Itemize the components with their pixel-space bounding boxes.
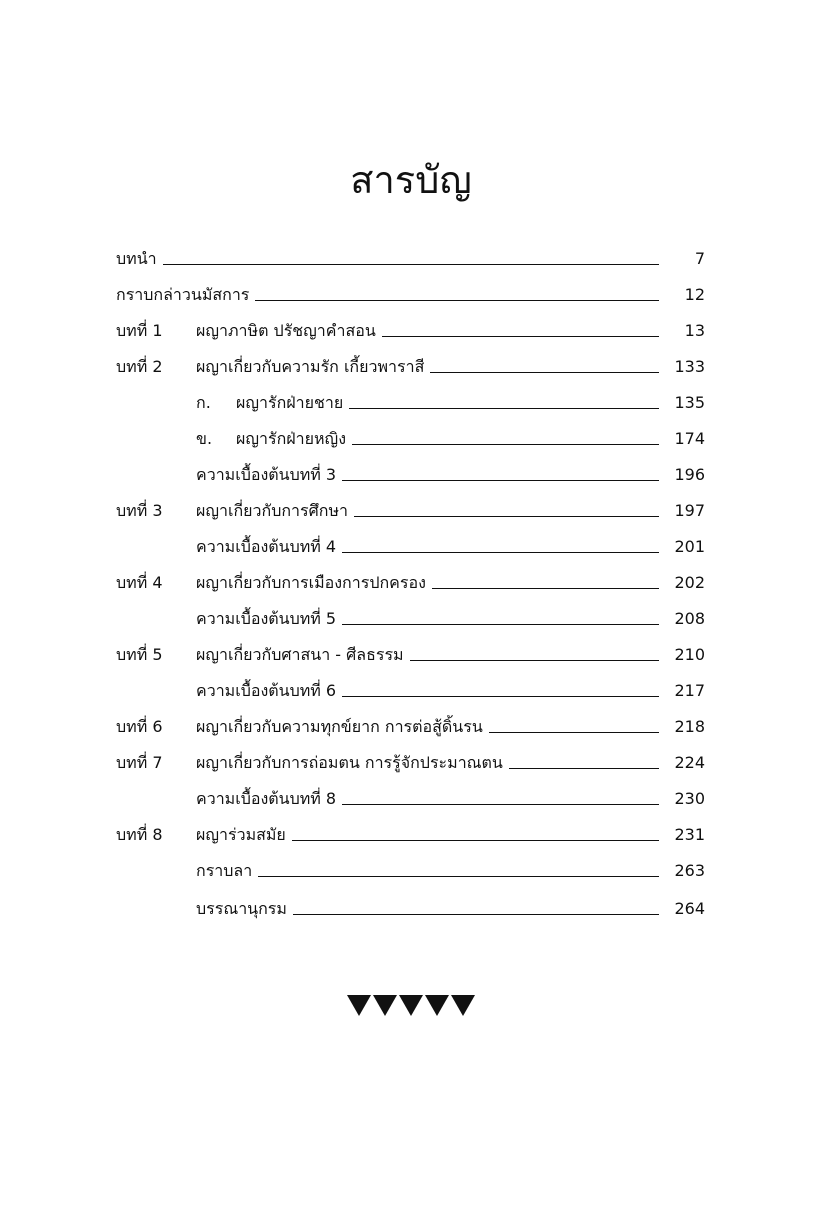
toc-entry [116, 352, 705, 378]
leader-line [342, 624, 659, 625]
chapter-label: บทที่ 3 [116, 501, 163, 520]
chapter-label: บทที่ 6 [116, 717, 163, 736]
page-number: 197 [674, 501, 705, 520]
leader-line [293, 914, 659, 915]
toc-entry [116, 496, 705, 522]
toc-entry [116, 676, 705, 702]
ornament [0, 995, 822, 1016]
leader-line [292, 840, 659, 841]
toc-entry [116, 460, 705, 486]
down-triangle-icon [425, 995, 449, 1016]
page-title: สารบัญ [350, 158, 472, 202]
entry-title: กราบกล่าวนมัสการ [116, 285, 250, 304]
toc-entry [116, 856, 705, 882]
chapter-label: บทที่ 1 [116, 321, 163, 340]
leader-line [509, 768, 659, 769]
page-number: 208 [674, 609, 705, 628]
entry-title: ผญาเกี่ยวกับความทุกข์ยาก การต่อสู้ดิ้นรน [196, 717, 483, 736]
leader-line [410, 660, 659, 661]
page-number: 12 [684, 285, 705, 304]
toc-entry [116, 244, 705, 270]
leader-line [430, 372, 659, 373]
page-number: 196 [674, 465, 705, 484]
page-number: 264 [674, 899, 705, 918]
page-number: 218 [674, 717, 705, 736]
leader-line [382, 336, 659, 337]
toc-entry [116, 604, 705, 630]
entry-title: ผญาเกี่ยวกับการศึกษา [196, 501, 348, 520]
entry-title: ผญาภาษิต ปรัชญาคำสอน [196, 321, 376, 340]
chapter-label: บทที่ 4 [116, 573, 163, 592]
toc-entry [116, 280, 705, 306]
entry-title: ผญาเกี่ยวกับศาสนา - ศีลธรรม [196, 645, 404, 664]
leader-line [354, 516, 659, 517]
page-number: 202 [674, 573, 705, 592]
leader-line [258, 876, 659, 877]
leader-line [489, 732, 659, 733]
down-triangle-icon [451, 995, 475, 1016]
toc-entry [116, 820, 705, 846]
entry-title: ความเบื้องต้นบทที่ 3 [196, 465, 337, 484]
page-number: 224 [674, 753, 705, 772]
entry-title: ความเบื้องต้นบทที่ 4 [196, 537, 337, 556]
entry-title: กราบลา [196, 861, 253, 880]
chapter-label: บทที่ 8 [116, 825, 163, 844]
entry-title: บทนำ [116, 249, 157, 268]
entry-title: ผญาเกี่ยวกับความรัก เกี้ยวพาราสี [196, 357, 425, 376]
leader-line [432, 588, 659, 589]
leader-line [349, 408, 659, 409]
leader-line [342, 696, 659, 697]
entry-title: ความเบื้องต้นบทที่ 6 [196, 681, 337, 700]
down-triangle-icon [373, 995, 397, 1016]
toc-entry [116, 640, 705, 666]
down-triangle-icon [347, 995, 371, 1016]
section-marker: ข. [196, 429, 213, 448]
entry-title: ผญาเกี่ยวกับการถ่อมตน การรู้จักประมาณตน [196, 753, 503, 772]
page-number: 133 [674, 357, 705, 376]
toc-entry [116, 784, 705, 810]
toc-entry [116, 316, 705, 342]
section-marker: ก. [196, 393, 211, 412]
page-number: 174 [674, 429, 705, 448]
leader-line [255, 300, 659, 301]
toc-entry [116, 388, 705, 414]
entry-title: ความเบื้องต้นบทที่ 8 [196, 789, 337, 808]
page-number: 231 [674, 825, 705, 844]
page-number: 263 [674, 861, 705, 880]
leader-line [352, 444, 659, 445]
page-number: 217 [674, 681, 705, 700]
entry-title: บรรณานุกรม [196, 899, 287, 918]
down-triangle-icon [399, 995, 423, 1016]
entry-title: ผญารักฝ่ายชาย [236, 393, 344, 412]
page-number: 201 [674, 537, 705, 556]
toc-entry [116, 712, 705, 738]
toc-entry [116, 424, 705, 450]
toc-entry [116, 532, 705, 558]
entry-title: ความเบื้องต้นบทที่ 5 [196, 609, 337, 628]
leader-line [342, 804, 659, 805]
page-number: 7 [694, 249, 705, 268]
entry-title: ผญาเกี่ยวกับการเมืองการปกครอง [196, 573, 426, 592]
page-number: 135 [674, 393, 705, 412]
page-number: 210 [674, 645, 705, 664]
chapter-label: บทที่ 5 [116, 645, 163, 664]
page-number: 230 [674, 789, 705, 808]
leader-line [163, 264, 659, 265]
toc-entry [116, 748, 705, 774]
entry-title: ผญาร่วมสมัย [196, 825, 286, 844]
toc-entry [116, 894, 705, 920]
leader-line [342, 480, 659, 481]
chapter-label: บทที่ 7 [116, 753, 163, 772]
chapter-label: บทที่ 2 [116, 357, 163, 376]
page-number: 13 [684, 321, 705, 340]
leader-line [342, 552, 659, 553]
entry-title: ผญารักฝ่ายหญิง [236, 429, 346, 448]
toc-entry [116, 568, 705, 594]
